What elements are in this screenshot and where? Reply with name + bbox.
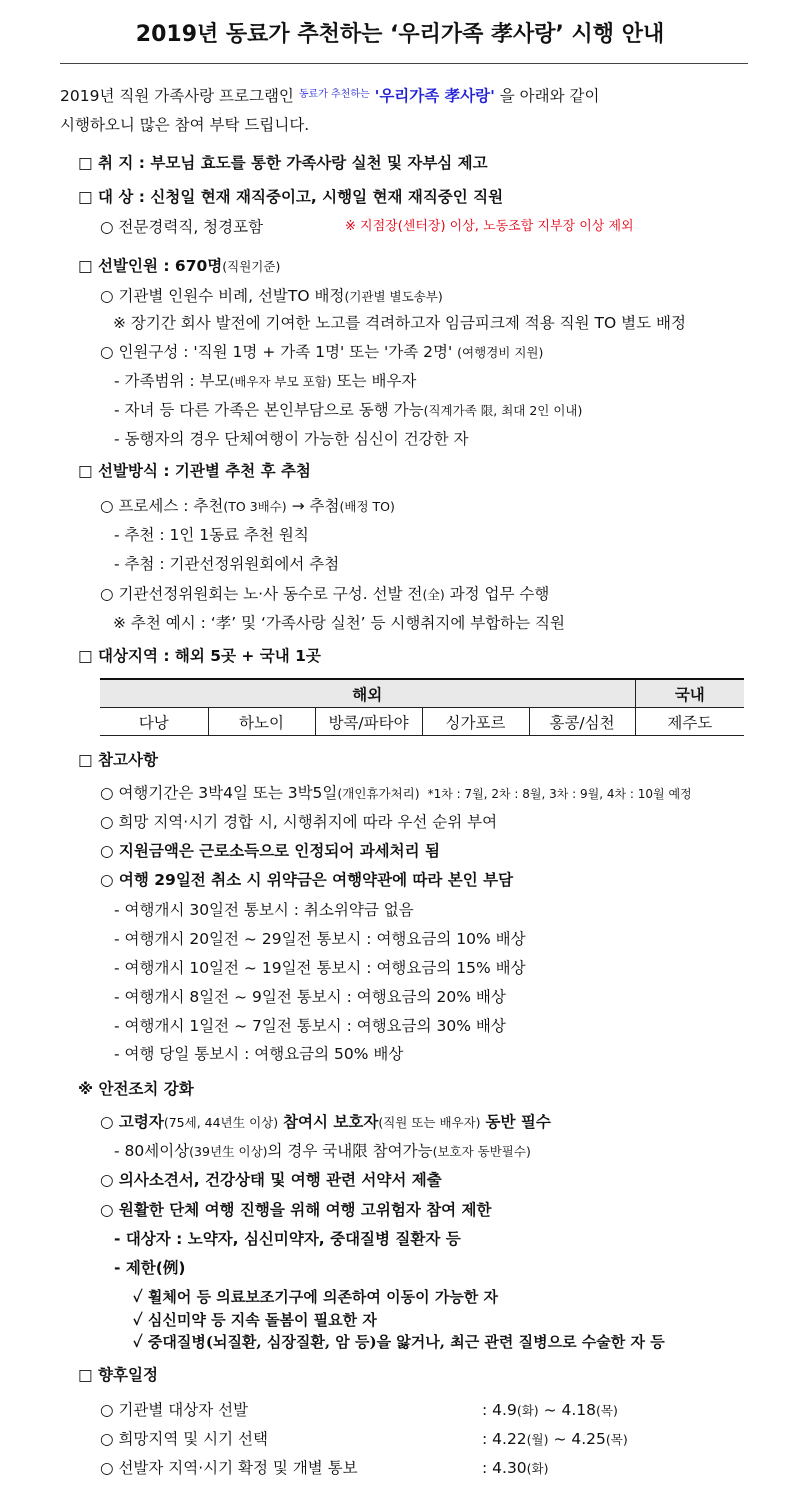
over80-note-2: (보호자 동반필수) [432, 1144, 531, 1159]
composition-note: (여행경비 지원) [457, 345, 544, 360]
date-from: : 4.9 [482, 1401, 517, 1419]
committee-note: (全) [422, 587, 445, 602]
period-note: (개인휴가처리) [337, 786, 420, 801]
date-from: : 4.30 [482, 1459, 527, 1477]
intro-tail: 을 아래와 같이 [499, 87, 600, 105]
destination-cell: 다낭 [100, 708, 208, 736]
intro-line-1 [60, 81, 599, 109]
date-from-day: (화) [526, 1461, 549, 1476]
date-from: : 4.22 [482, 1430, 527, 1448]
headcount-heading-note: (직원기준) [222, 259, 281, 274]
destinations-heading: □ 대상지역 : 해외 5곳 + 국내 1곳 [78, 647, 321, 665]
elderly-note-2: (직원 또는 배우자) [378, 1115, 481, 1130]
restriction-example: ✓ 중대질병(뇌질환, 심장질환, 암 등)을 앓거나, 최근 관련 질병으로 수술한 자 등 [133, 1333, 665, 1351]
selection-committee [100, 580, 549, 608]
restriction-examples-label: - 제한(例) [114, 1259, 186, 1277]
family-scope-text: - 가족범위 : 부모 [114, 372, 230, 390]
penalty-item: - 여행개시 30일전 통보시 : 취소위약금 없음 [114, 901, 414, 919]
committee-tail: 과정 업무 수행 [449, 585, 550, 603]
elderly-c: 동반 필수 [485, 1113, 551, 1131]
destination-cell: 하노이 [208, 708, 315, 736]
process-mid: → 추첨 [291, 497, 340, 515]
trip-period [100, 779, 692, 807]
over80-a: - 80세이상 [114, 1142, 190, 1160]
over80-rule [114, 1137, 531, 1165]
family-scope-tail: 또는 배우자 [336, 372, 417, 390]
date-to: ~ 4.25 [553, 1430, 606, 1448]
headcount-heading [78, 252, 280, 280]
intro-lead: 2019년 직원 가족사랑 프로그램인 [60, 87, 294, 105]
extra-family-text: - 자녀 등 다른 가족은 본인부담으로 동행 가능 [114, 401, 424, 419]
date-to-day: (목) [605, 1432, 628, 1447]
composition-text: ○ 인원구성 : '직원 1명 + 가족 1명' 또는 '가족 2명' [100, 343, 453, 361]
allocation-text: ○ 기관별 인원수 비례, 선발TO 배정 [100, 287, 345, 305]
date-to: ~ 4.18 [543, 1401, 597, 1419]
high-risk-restriction: ○ 원활한 단체 여행 진행을 위해 여행 고위험자 참여 제한 [100, 1201, 492, 1219]
domestic-header: 국내 [635, 679, 744, 708]
intro-tag: 동료가 추천하는 [298, 89, 370, 100]
document-title: 2019년 동료가 추천하는 ‘우리가족 孝사랑’ 시행 안내 [135, 22, 665, 47]
schedule-dates [482, 1454, 549, 1482]
destination-cell: 홍콩/심천 [529, 708, 635, 736]
penalty-item: - 여행개시 8일전 ~ 9일전 통보시 : 여행요금의 20% 배상 [114, 988, 506, 1006]
over80-b: 의 경우 국내限 참여가능 [267, 1142, 433, 1160]
notes-heading: □ 참고사항 [78, 751, 158, 769]
restriction-example: ✓ 심신미약 등 지속 돌봄이 필요한 자 [133, 1311, 377, 1329]
elderly-note-1: (75세, 44년生 이상) [163, 1115, 279, 1130]
eligibility-exclude-note: ※ 지점장(센터장) 이상, 노동조합 지부장 이상 제외 [345, 219, 634, 234]
tax-note: ○ 지원금액은 근로소득으로 인정되어 과세처리 됨 [100, 842, 440, 860]
restriction-target-group: - 대상자 : 노약자, 심신미약자, 중대질병 질환자 등 [114, 1230, 461, 1248]
process-note-2: (배정 TO) [339, 499, 395, 514]
elderly-a: ○ 고령자 [100, 1113, 164, 1131]
selection-recommend: - 추천 : 1인 1동료 추천 원칙 [114, 526, 309, 544]
destination-cell: 방콕/파타야 [315, 708, 422, 736]
allocation-note: (기관별 별도송부) [344, 289, 443, 304]
safety-heading: ※ 안전조치 강화 [78, 1080, 194, 1098]
process-note-1: (TO 3배수) [223, 499, 287, 514]
intro-line-2: 시행하오니 많은 참여 부탁 드립니다. [60, 116, 310, 134]
date-to-day: (목) [596, 1403, 618, 1418]
headcount-composition [100, 338, 543, 366]
selection-process [100, 492, 395, 520]
penalty-item: - 여행개시 10일전 ~ 19일전 통보시 : 여행요금의 15% 배상 [114, 959, 526, 977]
recommend-example-note: ※ 추천 예시 : ‘孝’ 및 ‘가족사랑 실천’ 등 시행취지에 부합하는 직원 [113, 614, 565, 632]
destination-cell: 제주도 [635, 708, 744, 736]
over80-note-1: (39년生 이상) [189, 1144, 268, 1159]
priority-note: ○ 희망 지역·시기 경합 시, 시행취지에 따라 우선 순위 부여 [100, 813, 498, 831]
purpose-heading: □ 취 지 : 부모님 효도를 통한 가족사랑 실천 및 자부심 제고 [78, 154, 488, 172]
family-scope [114, 367, 416, 395]
headcount-heading-label: □ 선발인원 : 670명 [78, 257, 223, 275]
table-header-row [100, 679, 744, 708]
extra-family [114, 396, 582, 424]
companion-condition: - 동행자의 경우 단체여행이 가능한 심신이 건강한 자 [114, 430, 469, 448]
destination-cell: 싱가포르 [422, 708, 529, 736]
table-row [100, 708, 744, 736]
eligibility-include: ○ 전문경력직, 청경포함 [100, 218, 264, 236]
schedule-dates [482, 1425, 628, 1453]
penalty-item: - 여행개시 20일전 ~ 29일전 통보시 : 여행요금의 10% 배상 [114, 930, 526, 948]
peak-wage-note: ※ 장기간 회사 발전에 기여한 노고를 격려하고자 임금피크제 적용 직원 TO 별도 배정 [113, 314, 686, 332]
selection-heading: □ 선발방식 : 기관별 추천 후 추첨 [78, 462, 311, 480]
selection-lottery: - 추첨 : 기관선정위원회에서 추첨 [114, 555, 340, 573]
cancellation-note: ○ 여행 29일전 취소 시 위약금은 여행약관에 따라 본인 부담 [100, 871, 514, 889]
overseas-header: 해외 [100, 679, 635, 708]
committee-text: ○ 기관선정위원회는 노·사 동수로 구성. 선발 전 [100, 585, 423, 603]
program-name: '우리가족 孝사랑' [374, 87, 495, 105]
schedule-heading: □ 향후일정 [78, 1366, 158, 1384]
family-scope-note: (배우자 부모 포함) [229, 374, 332, 389]
penalty-item: - 여행 당일 통보시 : 여행요금의 50% 배상 [114, 1045, 404, 1063]
documents-requirement: ○ 의사소견서, 건강상태 및 여행 관련 서약서 제출 [100, 1171, 442, 1189]
date-from-day: (월) [526, 1432, 549, 1447]
period-text: ○ 여행기간은 3박4일 또는 3박5일 [100, 784, 338, 802]
destination-table [100, 678, 744, 736]
penalty-item: - 여행개시 1일전 ~ 7일전 통보시 : 여행요금의 30% 배상 [114, 1017, 506, 1035]
process-text: ○ 프로세스 : 추천 [100, 497, 224, 515]
headcount-allocation [100, 282, 443, 310]
elderly-b: 참여시 보호자 [283, 1113, 379, 1131]
date-from-day: (화) [516, 1403, 539, 1418]
title-divider [60, 63, 748, 64]
schedule-dates [482, 1396, 618, 1424]
restriction-example: ✓ 휠체어 등 의료보조기구에 의존하여 이동이 가능한 자 [133, 1288, 499, 1306]
period-schedule: *1차 : 7월, 2차 : 8월, 3차 : 9월, 4차 : 10월 예정 [427, 787, 692, 801]
eligibility-heading: □ 대 상 : 신청일 현재 재직중이고, 시행일 현재 재직중인 직원 [78, 188, 504, 206]
schedule-task: ○ 기관별 대상자 선발 [100, 1401, 249, 1419]
schedule-task: ○ 선발자 지역·시기 확정 및 개별 통보 [100, 1459, 358, 1477]
extra-family-note: (직계가족 限, 최대 2인 이내) [423, 403, 583, 418]
elderly-requirement [100, 1108, 551, 1136]
schedule-task: ○ 희망지역 및 시기 선택 [100, 1430, 268, 1448]
